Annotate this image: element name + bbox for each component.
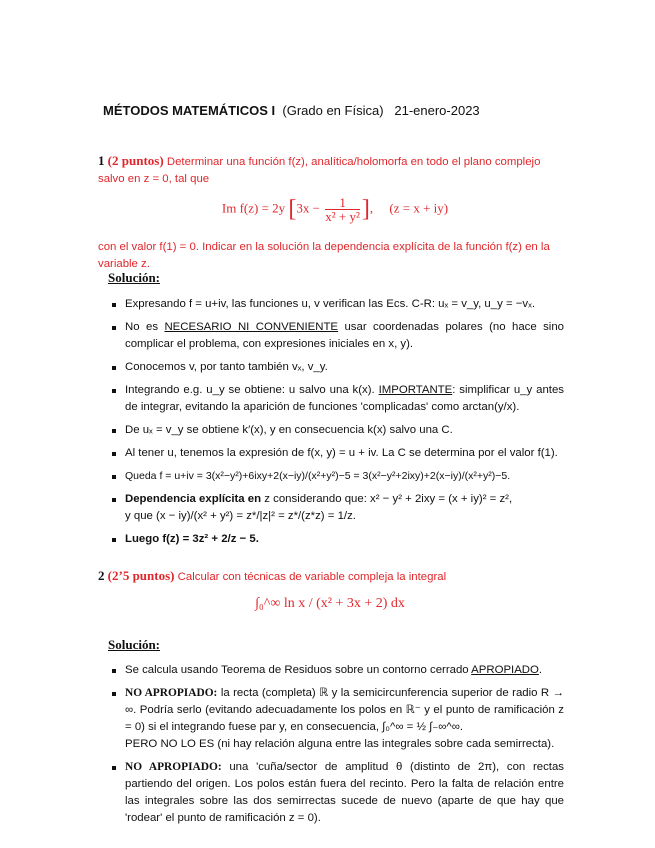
program-label: (Grado en Física) <box>282 103 384 118</box>
list-item: No es NECESARIO NI CONVENIENTE usar coordenadas polares (no hace sino complicar el problema, con expresiones iniciales en x, y). <box>110 319 564 353</box>
list-item: Conocemos v, por tanto también vₓ, v_y. <box>110 359 564 376</box>
problem-1-condition: con el valor f(1) = 0. Indicar en la solución la dependencia explícita de la función f(z) en la variable z. <box>98 241 550 270</box>
problem-1-text: Determinar una función f(z), analítica/holomorfa en todo el plano complejo salvo en z = 0, tal que <box>98 156 541 185</box>
problem-2-text: Calcular con técnicas de variable compleja la integral <box>177 571 447 583</box>
solution-2-list <box>110 662 564 833</box>
problem-1-equation: Im f(z) = 2y [3x − $\frac{1}{\text{x² + y²}}$ ], (z = x + iy) <box>221 195 449 224</box>
list-item: Queda f = u+iv = 3(x²−y²)+6ixy+2(x−iy)/(x²+y²)−5 = 3(x²−y²+2ixy)+2(x−iy)/(x²+y²)−5. <box>110 468 564 485</box>
list-item: Luego f(z) = 3z² + 2/z − 5. <box>110 531 564 548</box>
exam-header <box>103 103 480 118</box>
course-title: MÉTODOS MATEMÁTICOS I <box>103 103 276 118</box>
problem-1-statement <box>98 152 564 188</box>
solution-1-label: Solución: <box>108 270 161 285</box>
list-item: Al tener u, tenemos la expresión de f(x, y) = u + iv. La C se determina por el valor f(1). <box>110 445 564 462</box>
solution-1-list <box>110 296 564 554</box>
equation-note: (z = x + iy) <box>389 200 449 216</box>
solution-2-label: Solución: <box>108 637 161 652</box>
list-item: Se calcula usando Teorema de Residuos sobre un contorno cerrado APROPIADO. <box>110 662 564 679</box>
list-item: NO APROPIADO: una 'cuña/sector de amplitud θ (distinto de 2π), con rectas partiendo del origen. Los polos están fuera del recinto. Pero la falta de relación entre las integrales sobre las dos semirrectas sucede de nuevo (aparte de que hay que 'rodear' el punto de ramificación z = 0). <box>110 759 564 827</box>
list-item: Integrando e.g. u_y se obtiene: u salvo una k(x). IMPORTANTE: simplificar u_y antes de integrar, evitando la aparición de funciones 'complicadas' como arctan(y/x). <box>110 382 564 416</box>
equation-lhs: Im f(z) = 2y <box>221 200 286 216</box>
exam-date: 21-enero-2023 <box>394 103 480 118</box>
list-item: Expresando f = u+iv, las funciones u, v verifican las Ecs. C-R: uₓ = v_y, u_y = −vₓ. <box>110 296 564 313</box>
problem-1-points: (2 puntos) <box>107 153 164 168</box>
list-item: NO APROPIADO: la recta (completa) ℝ y la semicircunferencia superior de radio R → ∞. Podría serlo (evitando adecuadamente los polos en ℝ⁻ y el punto de ramificación z = 0) si el integrando fuese par y, en consecuencia, ∫₀^∞ = ½ ∫₋∞^∞. PERO NO LO ES (ni hay relación alguna entre las integrales sobre cada semirrecta). <box>110 685 564 753</box>
problem-2-points: (2’5 puntos) <box>107 568 175 583</box>
problem-2-integral: ∫₀^∞ ln x / (x² + 3x + 2) dx <box>255 596 405 611</box>
list-item: De uₓ = v_y se obtiene k′(x), y en consecuencia k(x) salvo una C. <box>110 422 564 439</box>
list-item: Dependencia explícita en z considerando que: x² − y² + 2ixy = (x + iy)² = z², y que (x − iy)/(x² + y²) = z*/|z|² = z*/(z*z) = 1/z. <box>110 491 564 525</box>
problem-2-statement <box>98 567 564 586</box>
equation-bracket: 3x − <box>296 200 321 216</box>
problem-2-number: 2 <box>98 568 105 583</box>
equation-fraction: $\frac{1}{\text{x² + y²}}$ <box>325 195 360 224</box>
problem-1-number: 1 <box>98 153 105 168</box>
